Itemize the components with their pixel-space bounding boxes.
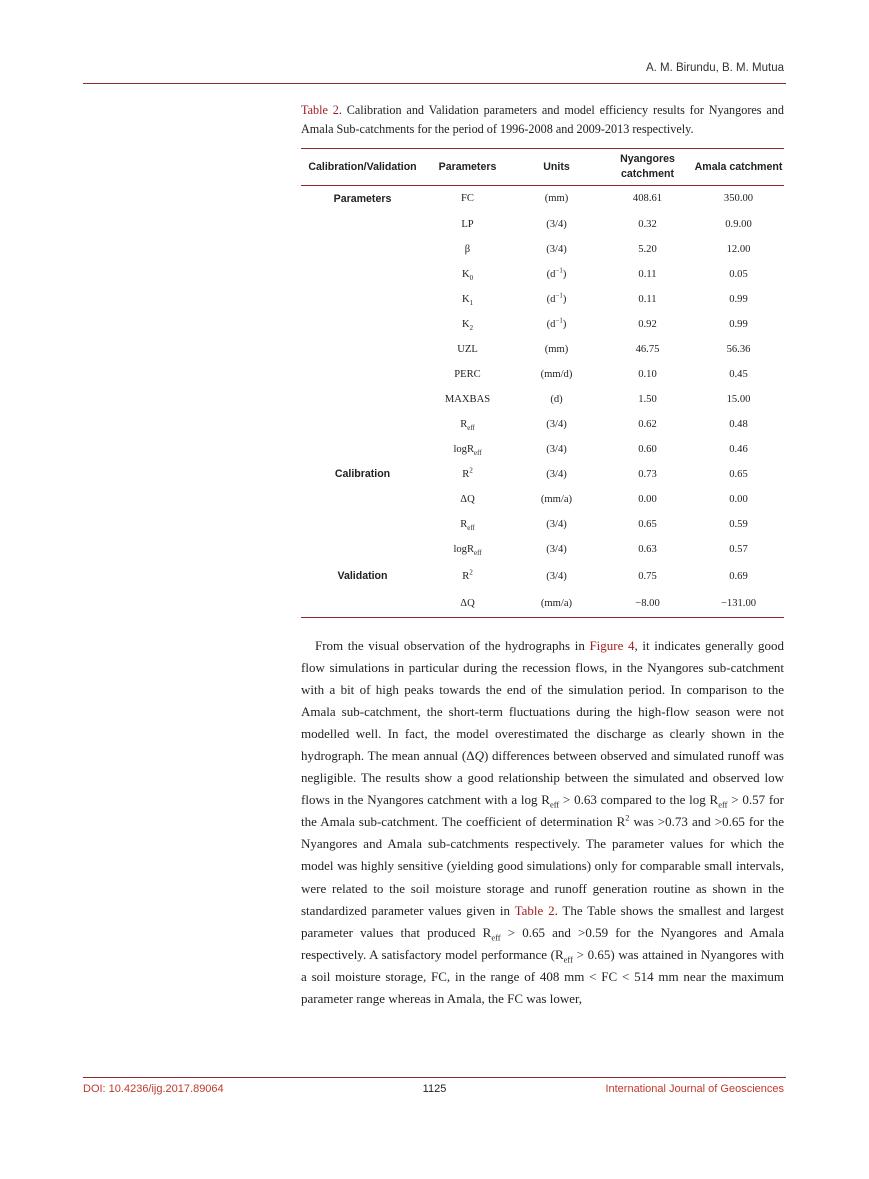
cell-units: (3/4) (546, 418, 567, 430)
table-row (301, 437, 784, 462)
cell-group (301, 337, 424, 362)
cell-nyangores: 5.20 (638, 243, 657, 255)
cell-units: (3/4) (546, 518, 567, 530)
cell-parameter: $R_{eff}$ (460, 418, 475, 432)
table-row (301, 287, 784, 312)
cell-group (301, 537, 424, 563)
header-rule (83, 83, 786, 84)
cell-units: (3/4) (546, 544, 567, 555)
cell-nyangores: 0.63 (638, 544, 657, 555)
table-row (301, 387, 784, 412)
cell-units: (mm) (544, 193, 569, 205)
cell-nyangores: 0.62 (638, 418, 657, 430)
cell-amala: 0.46 (729, 443, 748, 455)
cell-group (301, 287, 424, 312)
cell-parameter: logR$_{eff}$ (453, 443, 482, 457)
table-header-row (301, 149, 784, 186)
cell-amala: 0.99 (729, 318, 748, 330)
cell-amala: 0.48 (729, 418, 748, 430)
parameters-table (301, 148, 784, 618)
cell-amala: 0.45 (729, 368, 748, 380)
col-header-nyangores: Nyangores catchment (620, 153, 675, 180)
cell-group (301, 512, 424, 537)
table-row (301, 412, 784, 437)
cell-nyangores: 0.60 (638, 443, 657, 455)
cell-parameter: ΔQ (460, 597, 475, 609)
cell-group (301, 237, 424, 262)
cell-nyangores: 0.75 (638, 570, 657, 582)
cell-parameter: $K_0$ (461, 268, 474, 282)
cell-units: (3/4) (546, 443, 567, 455)
cell-nyangores: 408.61 (632, 193, 663, 205)
col-header-parameters: Parameters (438, 160, 497, 173)
table-row (301, 362, 784, 387)
body-paragraph: From the visual observation of the hydrographs in Figure 4, it indicates generally good flow simulations in particular during the recession flows, in the Nyangores sub-catchment with a bit of high peaks towards the end of the simulation period. In comparison to the Amala sub-catchment, the short-term fluctuations during the high-flow season were not modelled well. In fact, the model overestimated the discharge as clearly shown in the hydrograph. The mean annual (ΔQ) differences between observed and simulated runoff was negligible. The results show a good relationship between the simulated and observed low flows in the Nyangores catchment with a $\log R_{eff} > 0.63$ compared to the $\log R_{eff} > 0.57$ for the Amala sub-catchment. The coefficient of determination $R^2$ was >0.73 and >0.65 for the Nyangores and Amala sub-catchments respectively. The parameter values for which the model was highly sensitive (yielding good simulations) only for comparable small intervals, were related to the soil moisture storage and runoff generation routine as shown in the standardized parameter values given in Table 2. The Table shows the smallest and largest parameter values that produced $R_{eff} > 0.65$ and >0.59 for the Nyangores and Amala respectively. A satisfactory model performance $(R_{eff} > 0.65)$ was attained in Nyangores with a soil moisture storage, FC, in the range of 408 mm < FC < 514 mm near the maximum parameter range whereas in Amala, the FC was lower, (301, 638, 785, 1006)
table-row (301, 590, 784, 618)
cell-amala: 350.00 (723, 193, 754, 205)
cell-amala: 0.99 (729, 293, 748, 305)
cell-nyangores: 0.11 (638, 293, 657, 305)
cell-nyangores: 1.50 (638, 393, 657, 405)
table-row (301, 512, 784, 537)
cell-group (301, 412, 424, 437)
cell-group (301, 312, 424, 337)
cell-group: Calibration (334, 468, 391, 480)
cell-parameter: logR$_{eff}$ (453, 544, 482, 558)
cell-group (301, 262, 424, 287)
table-caption-label[interactable]: Table 2 (301, 103, 339, 117)
cell-parameter: $R^2$ (462, 568, 473, 582)
cell-group (301, 362, 424, 387)
cell-units: (3/4) (546, 218, 567, 230)
cell-units: $(d^{-1})$ (546, 291, 567, 305)
col-header-units: Units (543, 160, 570, 173)
cell-amala: −131.00 (720, 597, 757, 609)
col-header-amala: Amala catchment (694, 160, 783, 173)
cell-nyangores: −8.00 (635, 597, 660, 609)
cell-parameter: FC (461, 193, 474, 205)
cell-nyangores: 0.10 (638, 368, 657, 380)
footer-journal-link[interactable]: International Journal of Geosciences (605, 1083, 784, 1095)
cell-group (301, 212, 424, 237)
cell-parameter: ΔQ (460, 493, 475, 505)
cell-amala: 0.57 (729, 544, 748, 555)
table-caption-text: . Calibration and Validation parameters and model efficiency results for Nyangores and Amala Sub-catchments for the period of 1996-2008 and 2009-2013 respectively. (301, 103, 784, 136)
cell-nyangores: 0.65 (638, 518, 657, 530)
footer-doi-link[interactable]: DOI: 10.4236/ijg.2017.89064 (83, 1083, 224, 1095)
table-row (301, 212, 784, 237)
cell-nyangores: 0.11 (638, 268, 657, 280)
cell-group (301, 387, 424, 412)
cell-units: $(d^{-1})$ (546, 316, 567, 330)
cell-parameter: β (464, 243, 471, 255)
cell-group (301, 437, 424, 462)
cell-amala: 0.59 (729, 518, 748, 530)
cell-parameter: $R_{eff}$ (460, 518, 475, 532)
cell-amala: 15.00 (726, 393, 751, 405)
body-text (301, 635, 784, 1010)
table-2-link[interactable]: Table 2 (514, 902, 555, 918)
cell-amala: 12.00 (726, 243, 751, 255)
cell-nyangores: 0.73 (638, 468, 657, 480)
cell-units: (3/4) (546, 468, 567, 480)
cell-units: (mm) (544, 343, 569, 355)
cell-units: (3/4) (546, 243, 567, 255)
table-row (301, 462, 784, 487)
cell-amala: 0.9.00 (725, 218, 752, 230)
cell-group: Validation (337, 570, 388, 582)
cell-units: $(d^{-1})$ (546, 266, 567, 280)
cell-units: (mm/a) (540, 597, 573, 609)
table-row (301, 337, 784, 362)
table-row (301, 487, 784, 512)
footer-rule (83, 1077, 786, 1078)
cell-group: Parameters (333, 192, 392, 205)
cell-units: (mm/d) (540, 368, 573, 380)
cell-nyangores: 46.75 (635, 343, 660, 355)
cell-amala: 0.00 (729, 493, 748, 505)
table-row (301, 312, 784, 337)
figure-4-link[interactable]: Figure 4 (589, 638, 635, 653)
cell-amala: 56.36 (726, 343, 751, 355)
cell-group (301, 487, 424, 512)
cell-parameter: LP (461, 218, 474, 230)
cell-parameter: $K_2$ (461, 318, 474, 332)
cell-amala: 0.65 (729, 468, 748, 480)
cell-parameter: MAXBAS (444, 393, 491, 405)
cell-units: (mm/a) (540, 493, 573, 505)
cell-group (301, 590, 424, 618)
table-row (301, 186, 784, 212)
cell-units: (d) (550, 393, 563, 405)
table-row (301, 563, 784, 590)
table-row (301, 262, 784, 287)
cell-amala: 0.05 (729, 268, 748, 280)
col-header-calibration-validation: Calibration/Validation (308, 160, 417, 173)
cell-nyangores: 0.92 (638, 318, 657, 330)
cell-parameter: $K_1$ (461, 293, 474, 307)
running-head-authors: A. M. Birundu, B. M. Mutua (645, 62, 784, 74)
cell-parameter: $R^2$ (462, 466, 473, 480)
cell-parameter: UZL (457, 343, 478, 355)
cell-nyangores: 0.32 (638, 218, 657, 230)
table-row (301, 237, 784, 262)
cell-amala: 0.69 (729, 570, 748, 582)
table-caption (301, 101, 784, 139)
footer-page-number: 1125 (422, 1083, 447, 1095)
cell-parameter: PERC (454, 368, 481, 380)
cell-nyangores: 0.00 (638, 493, 657, 505)
table-row (301, 537, 784, 563)
cell-units: (3/4) (546, 570, 567, 582)
